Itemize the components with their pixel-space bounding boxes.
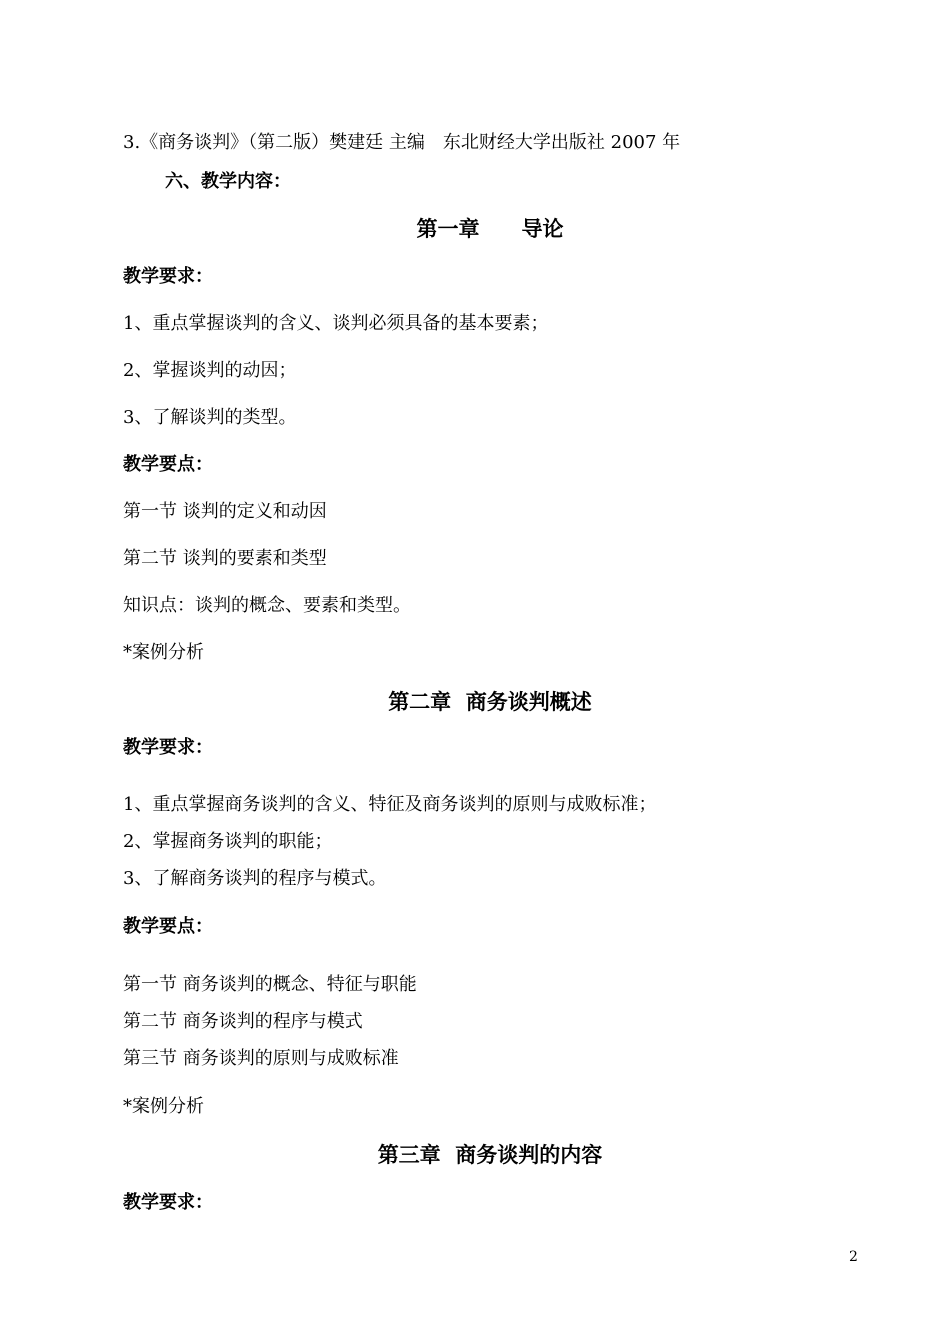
chapter-2-requirement-1: 1、重点掌握商务谈判的含义、特征及商务谈判的原则与成败标准； <box>123 794 657 815</box>
chapter-2-title: 第二章 商务谈判概述 <box>388 689 592 714</box>
chapter-3-requirements-label: 教学要求： <box>123 1192 213 1213</box>
chapter-2-requirement-2: 2、掌握商务谈判的职能； <box>123 831 333 852</box>
chapter-1-case: *案例分析 <box>123 642 204 663</box>
reference-item-3: 3.《商务谈判》（第二版）樊建廷 主编 东北财经大学出版社 2007 年 <box>123 132 681 153</box>
section-title: 六、教学内容： <box>165 171 291 192</box>
chapter-2-requirements-label: 教学要求： <box>123 737 213 758</box>
page-number: 2 <box>849 1249 858 1265</box>
chapter-2-requirement-3: 3、了解商务谈判的程序与模式。 <box>123 868 387 889</box>
chapter-2-point-3: 第三节 商务谈判的原则与成败标准 <box>123 1048 399 1069</box>
chapter-1-title: 第一章 导论 <box>416 216 564 241</box>
chapter-1-requirement-2: 2、掌握谈判的动因； <box>123 360 297 381</box>
chapter-2-case: *案例分析 <box>123 1096 204 1117</box>
chapter-1-requirement-3: 3、了解谈判的类型。 <box>123 407 297 428</box>
chapter-1-requirements-label: 教学要求： <box>123 266 213 287</box>
chapter-2-points-label: 教学要点： <box>123 916 213 937</box>
chapter-3-title: 第三章 商务谈判的内容 <box>377 1142 603 1167</box>
chapter-1-point-2: 第二节 谈判的要素和类型 <box>123 548 327 569</box>
chapter-2-point-2: 第二节 商务谈判的程序与模式 <box>123 1011 363 1032</box>
chapter-1-knowledge: 知识点：谈判的概念、要素和类型。 <box>123 595 411 616</box>
chapter-2-point-1: 第一节 商务谈判的概念、特征与职能 <box>123 974 417 995</box>
chapter-1-point-1: 第一节 谈判的定义和动因 <box>123 501 327 522</box>
chapter-1-requirement-1: 1、重点掌握谈判的含义、谈判必须具备的基本要素； <box>123 313 549 334</box>
chapter-1-points-label: 教学要点： <box>123 454 213 475</box>
